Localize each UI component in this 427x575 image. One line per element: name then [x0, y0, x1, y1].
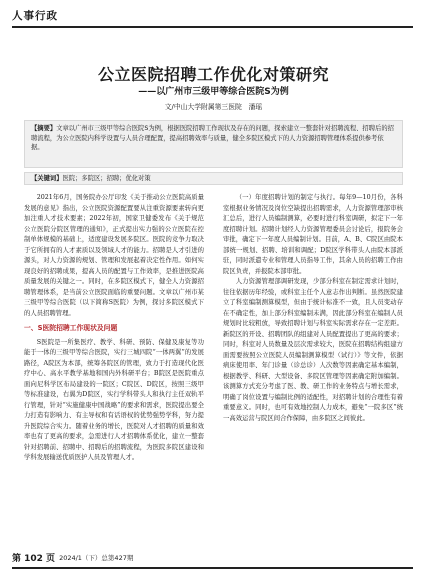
left-column: [24, 193, 204, 464]
paragraph: 2021年6月，国务院办公厅印发《关于推动公立医院高质量发展的意见》指出，公立医院资源配置要从注重资源要素转向更加注重人才技术要素；2022年初，国家卫健委发布《关于规范公立医院分院区管理的通知》，正式提出实力强的公立医院在控制单体规模的基础上，适度建设发展多院区。医院的竞争力取决于它所拥有的人才素质以及领域人才的能力。招聘是人才引进的源头，对人力资源的规划、管理和发展起着决定性作用。如何实现良好的招聘成果，提高人员的配置与工作效率，是推进医院高质量发展的关键之一。同时，在多院区模式下，健全人力资源招聘管理体系，是当前公立医院面临的重要问题。文章以广州市某三级甲等综合医院（以下简称S医院）为例，探讨多院区模式下的人员招聘管理。: [24, 194, 204, 317]
right-column: [223, 193, 403, 424]
paragraph: 人力资源管理部调研发现，少部分科室在制定需求计划时，往往依据历年经验，或科室主任个人意志作出判断。虽然医院建立了科室编制测算模型，但由于统计标准不一致，且人员变动存在不确定性，加上部分科室编制未满，因此部分科室在编制人员规划时比较粗放，导致招聘计划与科室实际需求存在一定差距。新院区的开设、招聘团队的组建对人员配置提出了更高的要求；同时，科室对人员数量及层次需求较大，医院在招聘结构组建方面需要按照公立医院人员编制测算模型（试行）》等文件，依据病床使用率、年门诊量（诊总诊）人次数等因素确定基本编制，根据教学、科研、大型设备、多院区管理等因素确定附加编制。该测算方式充分考虑了医、教、研工作的业务特点与增长需求，明确了岗位设置与编制比例的适配性，对招聘计划的合理性有着重要意义。同时，也可有效地控制人力成本，避免“一院多区”统一高效运营与院区间合作保障，由多院区之间彼此。: [223, 278, 403, 422]
footer-rule: [12, 567, 413, 569]
header-rule: [12, 26, 413, 28]
abstract-box: [24, 120, 403, 168]
article-subtitle: ——以广州市三级甲等综合医院S为例: [138, 87, 289, 97]
keywords-label: 【关键词】: [31, 175, 63, 182]
keywords-text: 医院；多院区；招聘；优化对策: [62, 175, 151, 182]
article-author: 文/中山大学附属第三医院 潘瑶: [164, 103, 263, 111]
abstract-label: 【摘要】: [31, 125, 57, 132]
page-footer: [12, 551, 133, 564]
issue-info: 2024/1（下）总第427期: [59, 554, 134, 562]
paragraph: S医院是一所集医疗、教学、科研、预防、保健及康复等功能于一体的三级甲等综合医院，实行三城四院“一体两翼”的发展路径，A院区为本部，统筹各院区的管理，致力于打造现代化医疗中心、高水平教学基地和国内外科研平台；B院区是医院重点面向尼科学区布局建设的一院区；C院区、D院区，按照三级甲等标准建设，右翼为D院区，实行学科带头人和执行主任双轨平行管理，针对“实施健康中国战略”的要求和需求，医院提出要全力打造有影响力、有主导权和有话语权的优势强势学科，努力提升医院综合实力。随着业务的增长，医院对人才招聘的质量和效率也有了更高的要求，急需进行人才招聘体系优化，建立一整套针对招聘前、招聘中、招聘后的招聘流程，为医院多院区建设和学科发展输送优质医护人员及管理人才。: [24, 338, 204, 461]
article-title: 公立医院招聘工作优化对策研究: [97, 65, 329, 84]
paragraph: （一）年度招聘计划的制定与执行。每年9—10月份，各科室根据业务情况及岗位空缺提出招聘需求，人力资源管理部审核汇总后，进行人员编制测算，必要时进行科室调研，拟定下一年度招聘计划。招聘计划经人力资源管理委员会讨论后，报院务会审批，确定下一年度人员编制计划。目前，A、B、C院区由院本部统一规划、招聘、培训和调配；D院区学科带头人由院本部派驻，同时派遣专业和管理人员指导工作，其余人员的招聘工作由院区负责，并报院本部审批。: [223, 194, 403, 275]
keywords-box: [24, 172, 403, 185]
section-heading: 一、S医院招聘工作现状及问题: [24, 324, 118, 332]
section-tab: 人事行政: [12, 10, 58, 22]
abstract-text: 文章以广州市三级甲等综合医院S为例，根据医院招聘工作现状及存在的问题，探索建立一整套针对招聘流程、招聘后的招聘流程，为公立医院内科学设置与人员合理配置，提高招聘效率与质量，健全多院区模式下的人力资源招聘管理体系提供参考依据。: [31, 125, 394, 152]
page-number: 第 102 页: [12, 554, 56, 564]
